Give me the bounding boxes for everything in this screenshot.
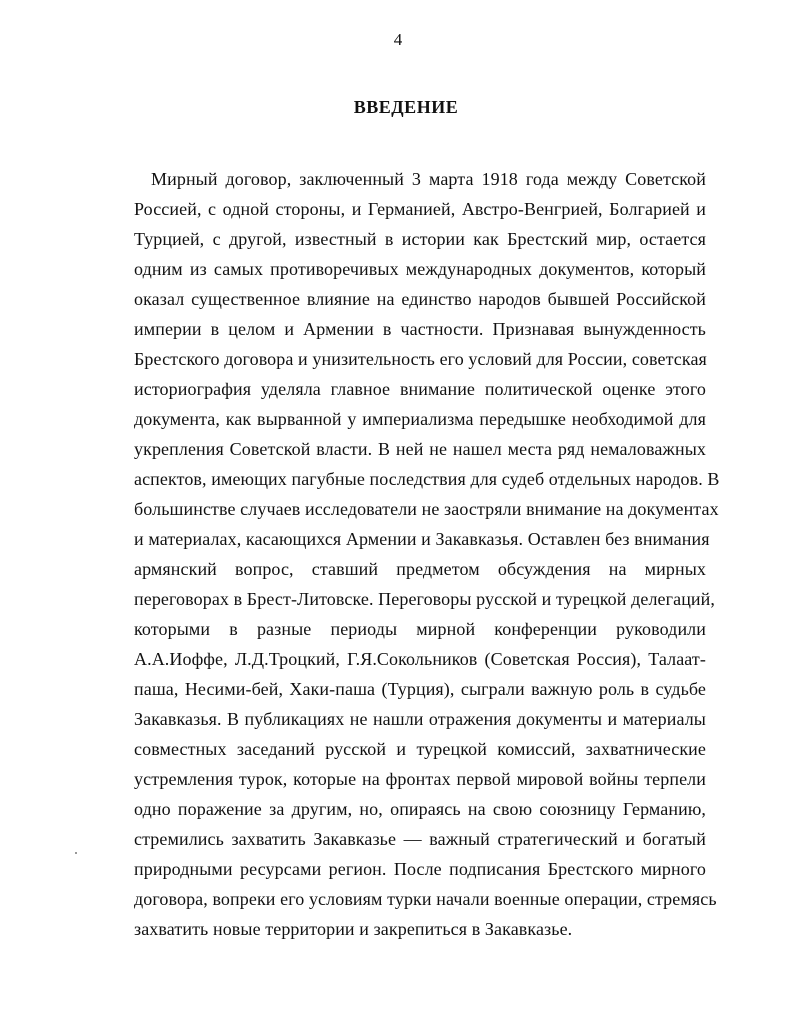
text-line: которыми в разные периоды мирной конференции руководили — [134, 619, 706, 639]
introduction-paragraph — [134, 164, 720, 944]
text-line: природными ресурсами регион. После подписания Брестского мирного — [134, 859, 706, 879]
text-line: одним из самых противоречивых международных документов, который — [134, 259, 706, 279]
text-line: оказал существенное влияние на единство народов бывшей Российской — [134, 289, 706, 309]
text-line: укрепления Советской власти. В ней не нашел места ряд немаловажных — [134, 439, 706, 459]
text-line: совместных заседаний русской и турецкой комиссий, захватнические — [134, 739, 706, 759]
text-line: паша, Несими-бей, Хаки-паша (Турция), сыграли важную роль в судьбе — [134, 679, 706, 699]
text-line: историография уделяла главное внимание политической оценке этого — [134, 379, 706, 399]
text-line: и материалах, касающихся Армении и Закавказья. Оставлен без внимания — [134, 529, 710, 549]
text-line: аспектов, имеющих пагубные последствия для судеб отдельных народов. В — [134, 469, 720, 489]
page-number: 4 — [393, 30, 403, 49]
text-line: документа, как вырванной у империализма передышке необходимой для — [134, 409, 706, 429]
text-line: договора, вопреки его условиям турки начали военные операции, стремясь — [134, 889, 717, 909]
text-line: большинстве случаев исследователи не заостряли внимание на документах — [134, 499, 719, 519]
scan-speck — [75, 852, 77, 854]
text-line: армянский вопрос, ставший предметом обсуждения на мирных — [134, 559, 706, 579]
text-line: Брестского договора и унизительность его условий для России, советская — [134, 349, 707, 369]
text-line: стремились захватить Закавказье — важный стратегический и богатый — [134, 829, 706, 849]
text-line: одно поражение за другим, но, опираясь на свою союзницу Германию, — [134, 799, 706, 819]
text-line: А.А.Иоффе, Л.Д.Троцкий, Г.Я.Сокольников (Советская Россия), Талаат- — [134, 649, 706, 669]
text-line: переговорах в Брест-Литовске. Переговоры русской и турецкой делегаций, — [134, 589, 715, 609]
text-line: Мирный договор, заключенный 3 марта 1918 года между Советской — [151, 169, 706, 189]
text-line: устремления турок, которые на фронтах первой мировой войны терпели — [134, 769, 706, 789]
text-line: империи в целом и Армении в частности. Признавая вынужденность — [134, 319, 706, 339]
text-line: Турцией, с другой, известный в истории как Брестский мир, остается — [134, 229, 706, 249]
text-line: Закавказья. В публикациях не нашли отражения документы и материалы — [134, 709, 706, 729]
page-title: ВВЕДЕНИЕ — [353, 97, 459, 117]
text-line: Россией, с одной стороны, и Германией, Австро-Венгрией, Болгарией и — [134, 199, 706, 219]
text-line: захватить новые территории и закрепиться в Закавказье. — [134, 919, 573, 939]
